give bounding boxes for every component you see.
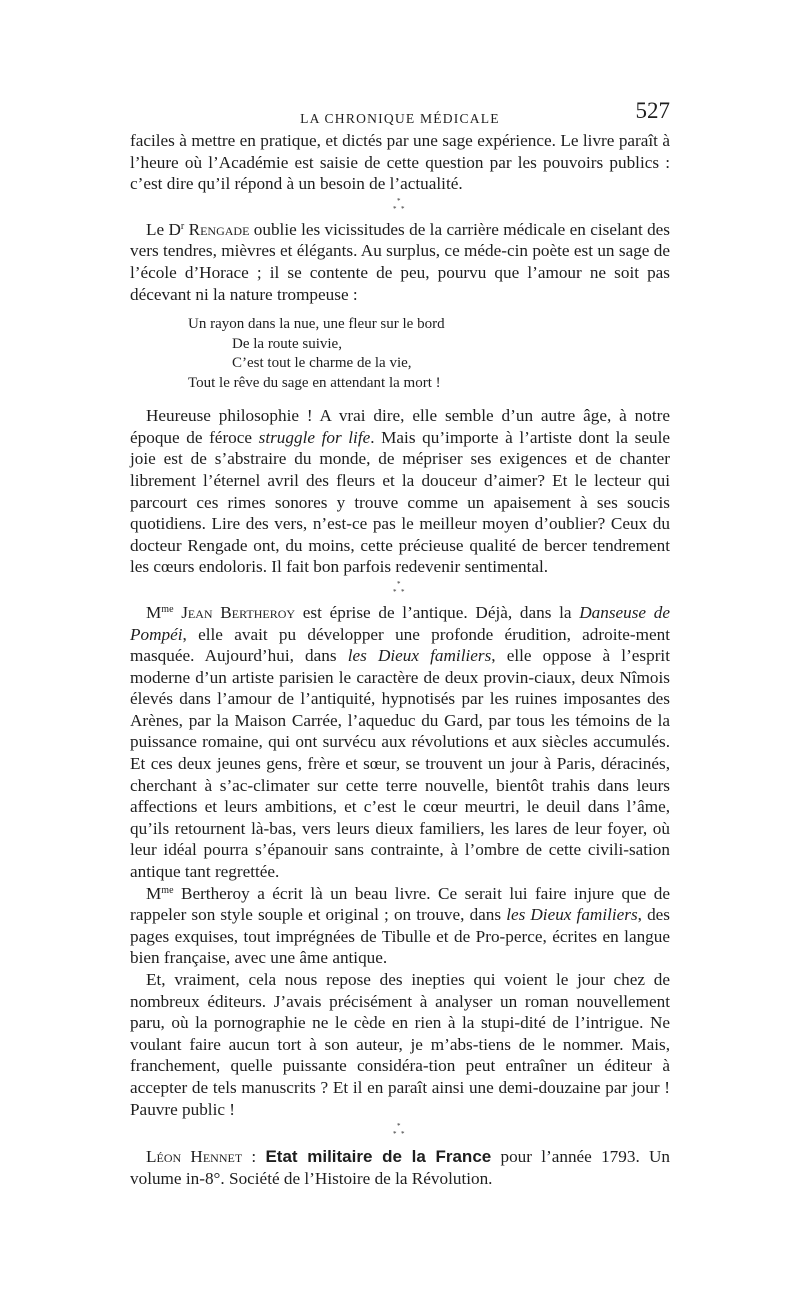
- bibliography-entry: [130, 1146, 670, 1189]
- book-title: Etat militaire de la France: [265, 1147, 492, 1167]
- author-name: Jean Bertheroy: [173, 602, 296, 622]
- asterism-star: *: [401, 204, 405, 213]
- poem-line: Un rayon dans la nue, une fleur sur le bord: [188, 316, 445, 333]
- asterism-divider: [393, 580, 407, 600]
- text-run: , elle avait pu développer une profonde érudition, adroite-ment masquée. Aujourd’hui, dans: [130, 624, 670, 666]
- poem-quote: [130, 315, 670, 393]
- asterism-star: *: [401, 1130, 405, 1139]
- asterism-star: *: [393, 204, 397, 213]
- running-title: LA CHRONIQUE MÉDICALE: [300, 111, 500, 126]
- book-title: les Dieux familiers: [347, 646, 492, 666]
- poem-line: Tout le rêve du sage en attendant la mort !: [188, 374, 441, 391]
- asterism-star: *: [397, 196, 401, 205]
- author-name: Rengade: [188, 219, 250, 239]
- asterism-star: *: [401, 587, 405, 596]
- paragraph-philosophy: [130, 405, 670, 578]
- text-run: , des pages exquises, tout imprégnées de Tibulle et de Pro-perce, écrites en langue bien française, avec une âme antique.: [130, 905, 670, 968]
- page: [130, 100, 670, 1189]
- text-run: :: [242, 1147, 266, 1167]
- paragraph-bertheroy: [130, 602, 670, 883]
- author-name: Léon Hennet: [146, 1147, 243, 1167]
- superscript: me: [161, 603, 174, 615]
- text-run: pour l’année 1793. Un volume in-8°. Société de l’Histoire de la Révolution.: [130, 1147, 670, 1188]
- text-run: Le D: [146, 219, 181, 239]
- asterism-divider: [393, 1122, 407, 1142]
- paragraph-rengade: [130, 219, 670, 305]
- paragraph-continuation: faciles à mettre en pratique, et dictés par une sage expérience. Le livre paraît à l’heure où l’Académie est saisie de cette question par les pouvoirs publics : c’est dire qu’il répond à un besoin de l’actualité.: [130, 131, 670, 194]
- book-title: Danseuse de Pompéi: [130, 602, 671, 644]
- paragraph-bertheroy-review: [130, 883, 670, 969]
- asterism-star: *: [393, 1130, 397, 1139]
- page-number: 527: [635, 98, 670, 123]
- text-run: Heureuse philosophie ! A vrai dire, elle semble d’un autre âge, à notre époque de féroce: [130, 406, 670, 447]
- text-run: oublie les vicissitudes de la carrière médicale en ciselant des vers tendres, mièvres et élégants. Au surplus, ce méde-cin poète est un sage de l’école d’Horace ; il se contente de peu, pourvu que l’amour ne soit pas décevant ni la nature trompeuse :: [130, 219, 670, 304]
- text-run: est éprise de l’antique. Déjà, dans la: [295, 602, 580, 622]
- book-title: les Dieux familiers: [506, 905, 638, 925]
- superscript: r: [180, 220, 185, 232]
- text-run: Bertheroy a écrit là un beau livre. Ce serait lui faire injure que de rappeler son style souple et original ; on trouve, dans: [130, 883, 670, 925]
- poem-line: De la route suivie,: [232, 335, 342, 352]
- asterism-star: *: [393, 587, 397, 596]
- text-run: M: [146, 883, 162, 903]
- text-run: , elle oppose à l’esprit moderne d’un artiste parisien le caractère de deux provin-ciaux, deux Nîmois élevés dans l’amour de l’antiquité, hypnotisés par les ruines imposantes des Arènes, par la Maison Carrée, l’aqueduc du Gard, par tous les témoins de la puissance romaine, qui ont survécu aux révolutions et aux siècles accumulés. Et ces deux jeunes gens, frère et sœur, se trouvent un jour à Paris, déracinés, cherchant à s’ac-climater sur cette terre nouvelle, bientôt trahis dans leurs affections et leurs ambitions, et c’est le cœur meurtri, le deuil dans l’âme, qu’ils retournent là-bas, vers leurs dieux familiers, les lares de leur foyer, où leur idéal pourra s’épanouir sans contrainte, à l’ombre de cette civili-sation antique tant regrettée.: [130, 646, 670, 882]
- asterism-star: *: [397, 1122, 401, 1131]
- text-run: . Mais qu’importe à l’artiste dont la seule joie est de s’abstraire du monde, de mépriser ses exigences et de chanter librement l’éternel avril des fleurs et la douceur d’aimer? Et le lecteur qui parcourt ces rimes sonores y trouve comme un apaisement à ses soucis quotidiens. Lire des vers, n’est-ce pas le meilleur moyen d’oublier? Ceux du docteur Rengade ont, du moins, cette précieuse qualité de bercer tendrement les cœurs endoloris. Il fait bon parfois redevenir sentimental.: [130, 427, 670, 577]
- asterism-star: *: [397, 579, 401, 588]
- text-run: M: [146, 602, 162, 622]
- superscript: me: [161, 884, 174, 896]
- poem-line: C’est tout le charme de la vie,: [232, 355, 412, 372]
- page-header: [130, 100, 670, 130]
- paragraph-inepties: Et, vraiment, cela nous repose des inepties qui voient le jour chez de nombreux éditeurs. J’avais précisément à analyser un roman nouvellement paru, où la pornographie ne le cède en rien à la stupi-dité de l’intrigue. Ne voulant faire aucun tort à son auteur, je m’abs-tiens de le nommer. Mais, franchement, quelle puissante considéra-tion peut entraîner un éditeur à accepter de tels manuscrits ? Et il en paraît ainsi une demi-douzaine par jour ! Pauvre public !: [130, 970, 670, 1119]
- italic-phrase: struggle for life: [258, 427, 371, 447]
- asterism-divider: [393, 197, 407, 217]
